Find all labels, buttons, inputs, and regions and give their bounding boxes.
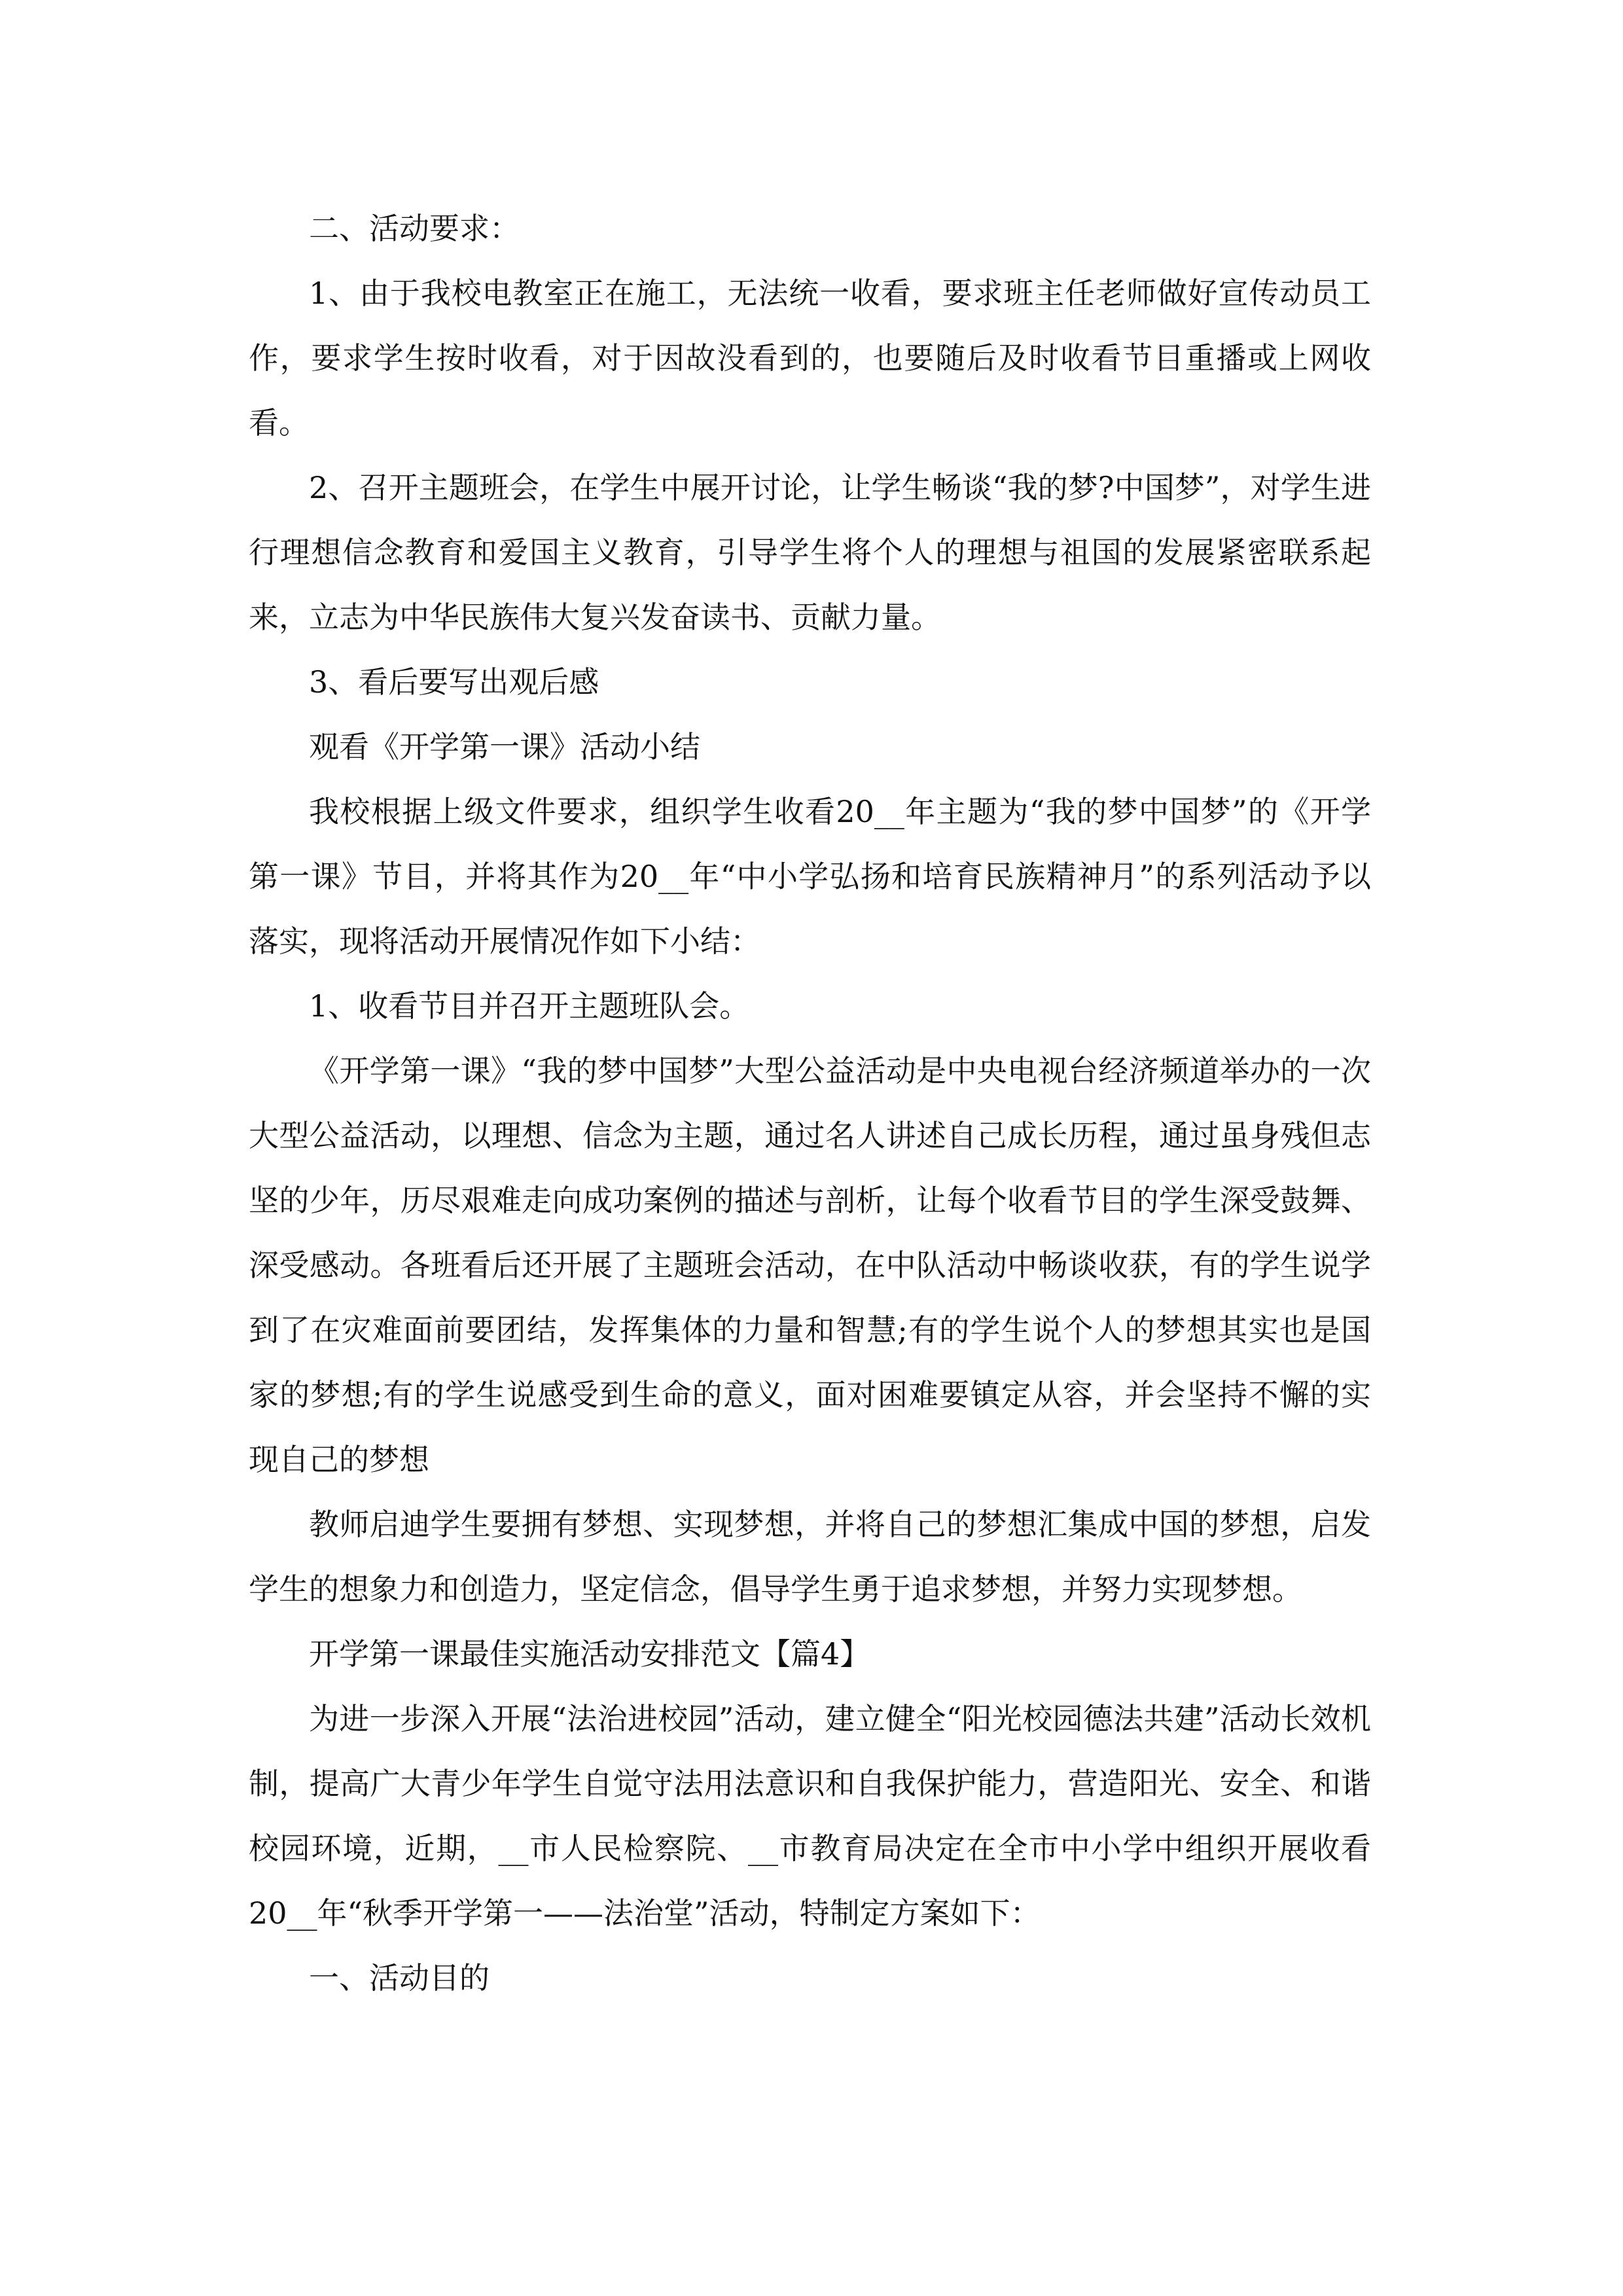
paragraph-requirement-1: 1、由于我校电教室正在施工，无法统一收看，要求班主任老师做好宣传动员工作，要求学生按时收看，对于因故没看到的，也要随后及时收看节目重播或上网收看。 [249,276,1371,440]
paragraph-requirement-2: 2、召开主题班会，在学生中展开讨论，让学生畅谈“我的梦?中国梦”，对学生进行理想信念教育和爱国主义教育，引导学生将个人的理想与祖国的发展紧密联系起来，立志为中华民族伟大复兴发奋读书、贡献力量。 [249,470,1371,635]
section-heading-requirements: 二、活动要求： [309,211,520,246]
paragraph-summary-item-1: 1、收看节目并召开主题班队会。 [309,988,750,1024]
section-heading-activity-purpose: 一、活动目的 [309,1960,490,1996]
paragraph-summary-intro: 我校根据上级文件要求，组织学生收看20__年主题为“我的梦中国梦”的《开学第一课》节目，并将其作为20__年“中小学弘扬和培育民族精神月”的系列活动予以落实，现将活动开展情况作如下小结： [249,794,1371,959]
paragraph-article-4-intro: 为进一步深入开展“法治进校园”活动，建立健全“阳光校园德法共建”活动长效机制，提高广大青少年学生自觉守法用法意识和自我保护能力，营造阳光、安全、和谐校园环境，近期，__市人民检察院、__市教育局决定在全市中小学中组织开展收看20__年“秋季开学第一——法治堂”活动，特制定方案如下： [249,1701,1371,1931]
section-heading-article-4: 开学第一课最佳实施活动安排范文【篇4】 [309,1636,870,1672]
document-body [249,196,1371,2011]
paragraph-summary-detail: 《开学第一课》“我的梦中国梦”大型公益活动是中央电视台经济频道举办的一次大型公益活动，以理想、信念为主题，通过名人讲述自己成长历程，通过虽身残但志坚的少年，历尽艰难走向成功案例的描述与剖析，让每个收看节目的学生深受鼓舞、深受感动。各班看后还开展了主题班会活动，在中队活动中畅谈收获，有的学生说学到了在灾难面前要团结，发挥集体的力量和智慧;有的学生说个人的梦想其实也是国家的梦想;有的学生说感受到生命的意义，面对困难要镇定从容，并会坚持不懈的实现自己的梦想 [249,1053,1371,1477]
section-heading-summary: 观看《开学第一课》活动小结 [309,729,700,764]
paragraph-teacher-guidance: 教师启迪学生要拥有梦想、实现梦想，并将自己的梦想汇集成中国的梦想，启发学生的想象力和创造力，坚定信念，倡导学生勇于追求梦想，并努力实现梦想。 [249,1507,1371,1607]
paragraph-requirement-3: 3、看后要写出观后感 [309,664,599,700]
